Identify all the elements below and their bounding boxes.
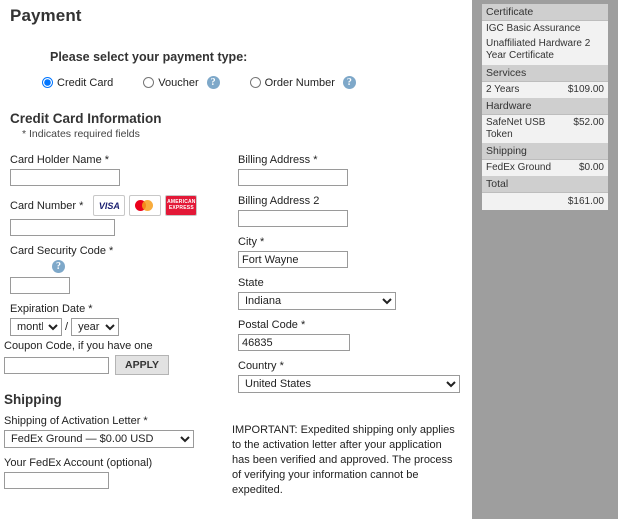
card-number-label-row — [10, 195, 225, 216]
card-holder-label: Card Holder Name * — [10, 154, 110, 166]
expiration-month-select[interactable] — [10, 318, 62, 336]
security-code-label: Card Security Code * — [10, 245, 114, 257]
voucher-help-icon[interactable]: ? — [207, 76, 220, 89]
radio-credit-card-label: Credit Card — [57, 76, 114, 89]
accepted-card-icons — [93, 195, 201, 216]
summary-services-header: Services — [482, 65, 608, 82]
billing-address2-input[interactable] — [238, 210, 348, 227]
summary-shipping-header: Shipping — [482, 143, 608, 160]
summary-hardware-item: SafeNet USB Token — [486, 117, 546, 140]
radio-order-number[interactable] — [250, 77, 335, 89]
visa-icon: VISA — [93, 195, 125, 216]
expiration-slash: / — [65, 321, 69, 333]
card-holder-input[interactable] — [10, 169, 120, 186]
postal-code-label: Postal Code * — [238, 319, 306, 331]
coupon-block — [4, 340, 224, 375]
city-label: City * — [238, 236, 265, 248]
summary-total-amount: $161.00 — [482, 193, 608, 210]
country-select[interactable] — [238, 375, 460, 393]
mastercard-icon — [129, 195, 161, 216]
country-field — [238, 360, 468, 393]
state-field — [238, 277, 468, 310]
card-number-input[interactable] — [10, 219, 115, 236]
order-summary-sidebar — [472, 0, 618, 519]
city-field — [238, 236, 468, 268]
activation-shipping-select[interactable] — [4, 430, 194, 448]
expiration-label: Expiration Date * — [10, 303, 93, 315]
summary-hardware-amount: $52.00 — [573, 117, 604, 128]
summary-shipping-amount: $0.00 — [578, 162, 604, 173]
billing-address1-field — [238, 154, 468, 186]
radio-voucher-input[interactable] — [143, 77, 154, 88]
form-right-column — [238, 154, 468, 402]
city-input[interactable] — [238, 251, 348, 268]
billing-address1-label: Billing Address * — [238, 154, 318, 166]
radio-order-number-input[interactable] — [250, 77, 261, 88]
page-title: Payment — [10, 6, 82, 25]
order-summary-panel — [482, 4, 608, 210]
coupon-row — [4, 355, 224, 375]
summary-certificate-line-2: Unaffiliated Hardware 2 Year Certificate — [482, 38, 608, 65]
coupon-input[interactable] — [4, 357, 109, 374]
expiration-field — [10, 303, 225, 336]
activation-shipping-label: Shipping of Activation Letter * — [4, 415, 148, 427]
radio-voucher-label: Voucher — [158, 76, 199, 89]
expiration-row — [10, 318, 225, 336]
billing-address1-input[interactable] — [238, 169, 348, 186]
summary-hardware-header: Hardware — [482, 98, 608, 115]
state-label: State — [238, 277, 264, 289]
form-left-column — [10, 154, 225, 345]
required-fields-note: * Indicates required fields — [22, 128, 140, 140]
fedex-account-field — [4, 457, 224, 489]
summary-certificate-line-1: IGC Basic Assurance — [482, 21, 608, 38]
credit-card-section-title: Credit Card Information — [10, 111, 162, 126]
radio-credit-card[interactable] — [42, 77, 113, 89]
summary-services-row — [482, 82, 608, 98]
security-code-input[interactable] — [10, 277, 70, 294]
card-number-label: Card Number * — [10, 199, 84, 212]
fedex-account-input[interactable] — [4, 472, 109, 489]
fedex-account-label: Your FedEx Account (optional) — [4, 457, 153, 469]
radio-order-number-label: Order Number — [264, 76, 335, 89]
radio-voucher[interactable] — [143, 77, 198, 89]
shipping-section-title: Shipping — [4, 392, 62, 407]
shipping-important-note: IMPORTANT: Expedited shipping only applies to the activation letter after your application has been verified and approved. The process of verifying your information cannot be expedited. — [232, 424, 455, 496]
security-code-help-icon[interactable]: ? — [52, 260, 65, 273]
expiration-year-select[interactable] — [71, 318, 119, 336]
card-holder-field — [10, 154, 225, 186]
card-number-field — [10, 195, 225, 236]
billing-address2-field — [238, 195, 468, 227]
security-code-field — [10, 245, 225, 294]
summary-shipping-item: FedEx Ground — [486, 162, 552, 173]
mastercard-circle-orange — [142, 200, 153, 211]
summary-certificate-header: Certificate — [482, 4, 608, 21]
billing-address2-label: Billing Address 2 — [238, 195, 320, 207]
order-number-help-icon[interactable]: ? — [343, 76, 356, 89]
summary-hardware-row — [482, 115, 608, 143]
coupon-label: Coupon Code, if you have one — [4, 340, 153, 352]
payment-type-heading: Please select your payment type: — [50, 50, 248, 64]
activation-shipping-field — [4, 415, 224, 448]
apply-coupon-button[interactable]: APPLY — [115, 355, 169, 375]
amex-icon: AMERICAN EXPRESS — [165, 195, 197, 216]
summary-shipping-row — [482, 160, 608, 176]
postal-code-input[interactable] — [238, 334, 350, 351]
postal-code-field — [238, 319, 468, 351]
state-select[interactable] — [238, 292, 396, 310]
summary-services-amount: $109.00 — [567, 84, 604, 95]
summary-total-header: Total — [482, 176, 608, 193]
radio-credit-card-input[interactable] — [42, 77, 53, 88]
summary-services-item: 2 Years — [486, 84, 520, 95]
shipping-block — [4, 392, 224, 498]
payment-type-options — [42, 76, 464, 89]
country-label: Country * — [238, 360, 284, 372]
